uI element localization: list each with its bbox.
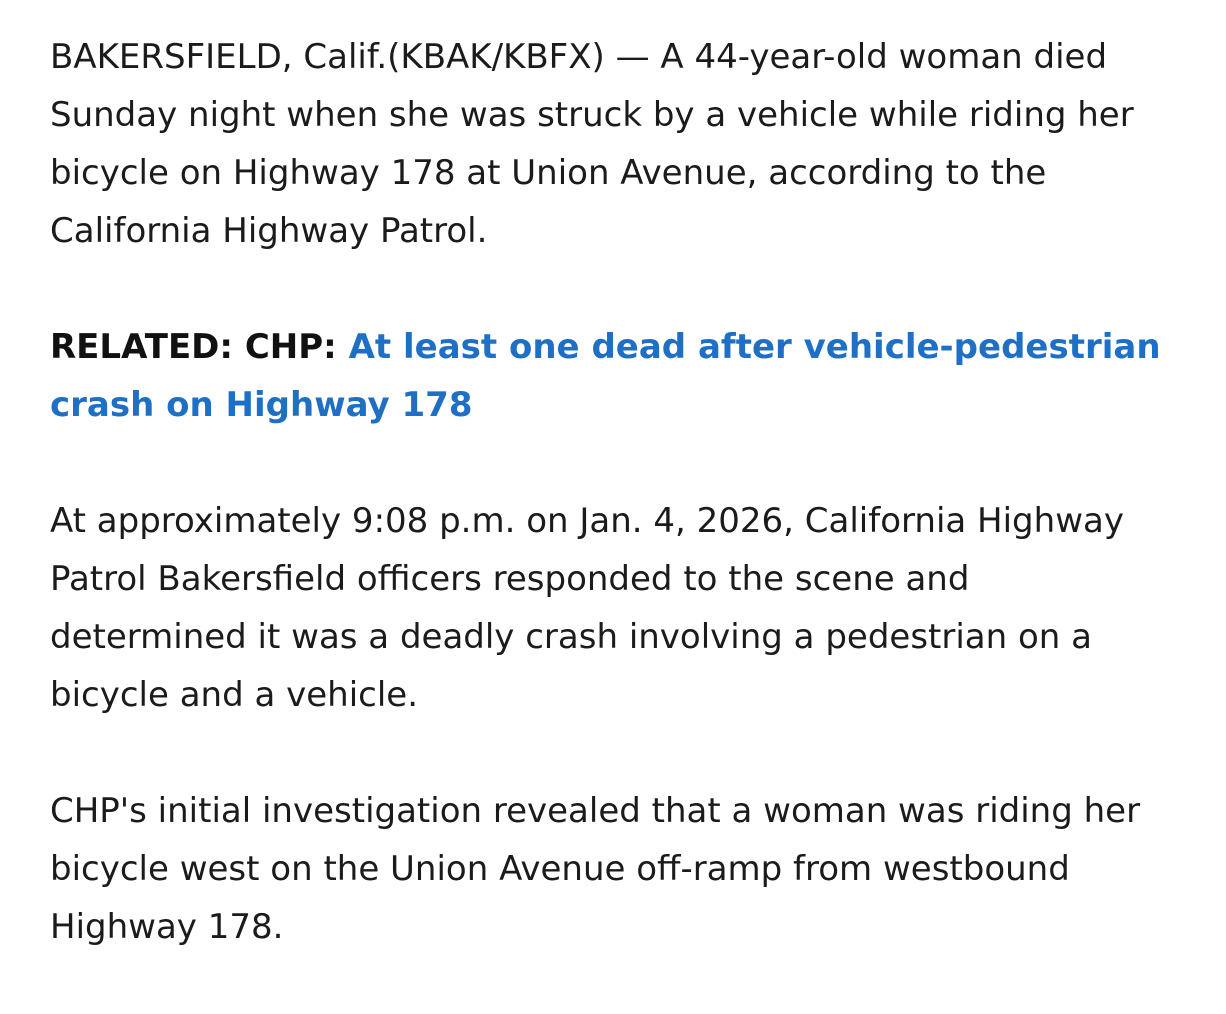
article-body [50, 28, 1170, 1014]
related-prefix: RELATED: CHP: [50, 327, 349, 367]
article-paragraph-investigation: CHP's initial investigation revealed that a woman was riding her bicycle west on the Union Avenue off-ramp from westbound Highway 178. [50, 791, 1141, 947]
article-paragraph-intro: BAKERSFIELD, Calif.(KBAK/KBFX) — A 44-year-old woman died Sunday night when she was struck by a vehicle while riding her bicycle on Highway 178 at Union Avenue, according to the California Highway Patrol. [50, 37, 1134, 251]
article-paragraph-response: At approximately 9:08 p.m. on Jan. 4, 2026, California Highway Patrol Bakersfield officers responded to the scene and determined it was a deadly crash involving a pedestrian on a bicycle and a vehicle. [50, 501, 1124, 715]
related-article-line [50, 318, 1170, 434]
related-article-link[interactable]: At least one dead after vehicle-pedestrian crash on Highway 178 [50, 327, 1161, 425]
